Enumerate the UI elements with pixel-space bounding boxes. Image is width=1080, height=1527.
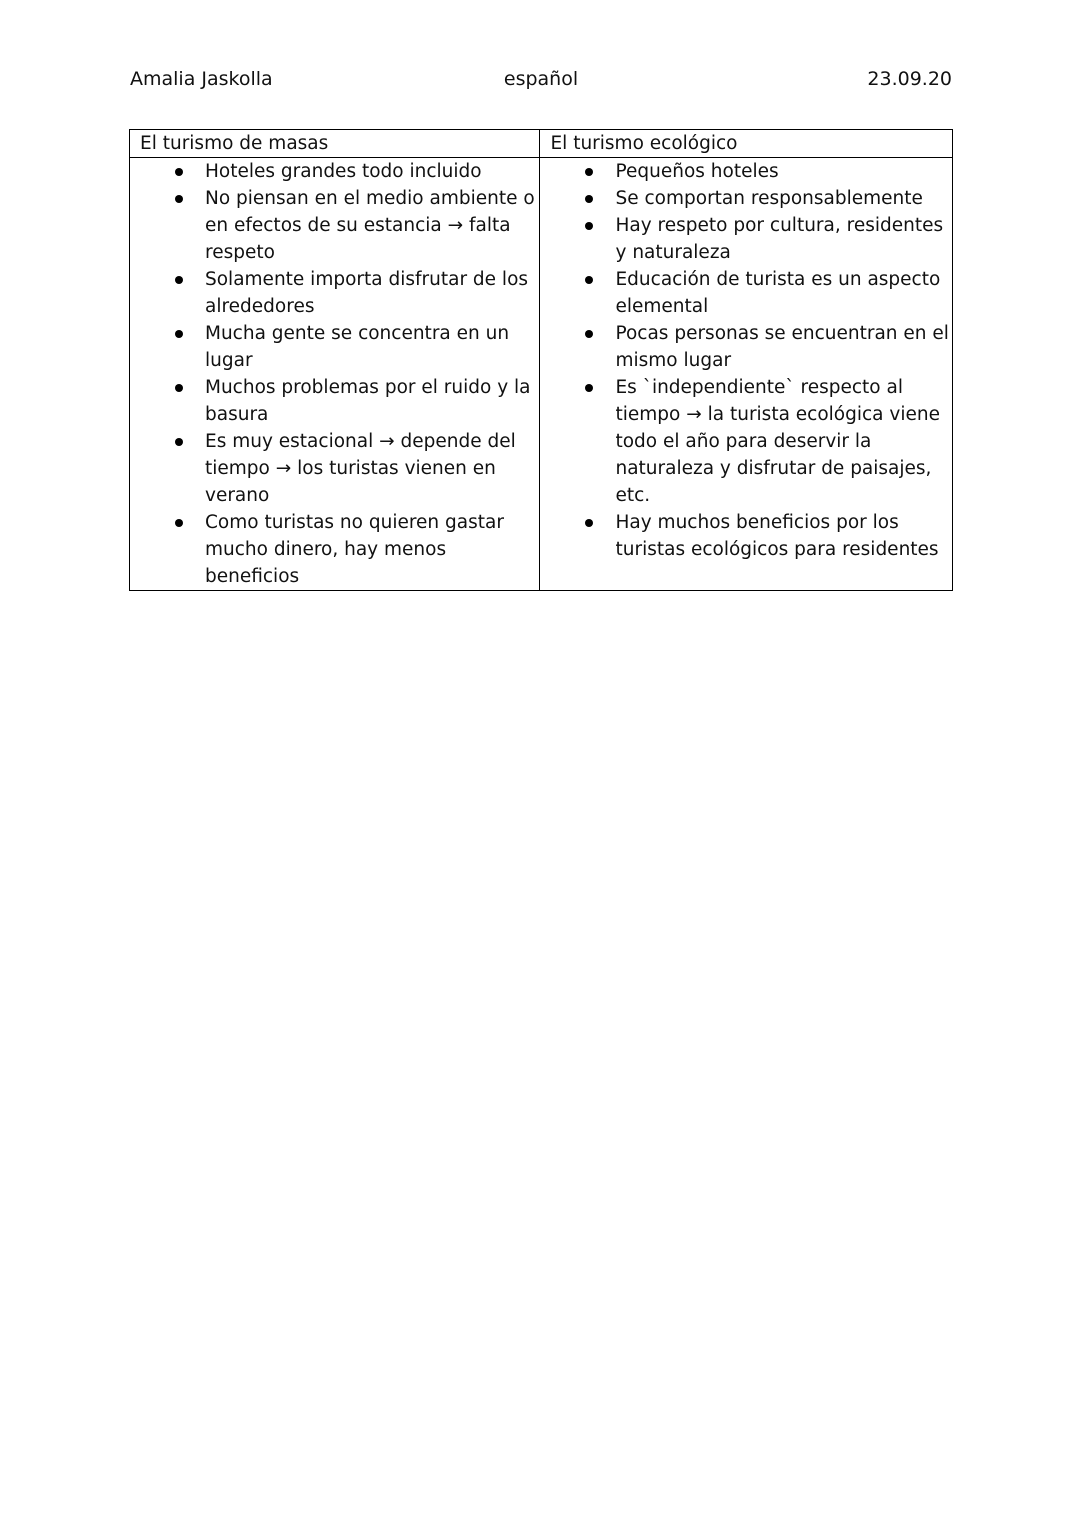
list-item <box>205 428 539 509</box>
bullet-icon <box>585 519 593 527</box>
list-item <box>615 374 952 509</box>
eco-tourism-cell <box>540 158 953 591</box>
list-item-text: Mucha gente se concentra en un lugar <box>205 323 510 371</box>
bullet-icon <box>175 168 183 176</box>
list-item-text: Es `independiente` respecto al tiempo → la turista ecológica viene todo el año para deservir la naturaleza y disfrutar de paisajes, etc. <box>615 377 940 506</box>
list-item <box>205 158 539 185</box>
list-item-text: Solamente importa disfrutar de los alrededores <box>205 269 529 317</box>
list-item <box>205 374 539 428</box>
list-item-text: Muchos problemas por el ruido y la basura <box>205 377 531 425</box>
bullet-icon <box>175 438 183 446</box>
list-item-text: Hay respeto por cultura, residentes y naturaleza <box>615 215 944 263</box>
column-header-mass-tourism: El turismo de masas <box>130 130 540 158</box>
comparison-table <box>129 129 953 591</box>
list-item-text: Como turistas no quieren gastar mucho dinero, hay menos beneficios <box>205 512 504 587</box>
mass-tourism-cell <box>130 158 540 591</box>
list-item <box>615 320 952 374</box>
bullet-icon <box>175 276 183 284</box>
column-header-eco-tourism: El turismo ecológico <box>540 130 953 158</box>
list-item-text: Educación de turista es un aspecto elemental <box>615 269 941 317</box>
list-item-text: No piensan en el medio ambiente o en efectos de su estancia → falta respeto <box>205 188 535 263</box>
list-item <box>615 509 952 563</box>
list-item-text: Es muy estacional → depende del tiempo → los turistas vienen en verano <box>205 431 516 506</box>
list-item-text: Hay muchos beneficios por los turistas ecológicos para residentes <box>615 512 939 560</box>
subject-title: español <box>503 68 579 90</box>
bullet-icon <box>175 195 183 203</box>
list-item <box>205 185 539 266</box>
table-body-row <box>130 158 953 591</box>
list-item <box>205 320 539 374</box>
list-item <box>205 509 539 590</box>
list-item <box>615 158 952 185</box>
list-item-text: Pocas personas se encuentran en el mismo lugar <box>615 323 949 371</box>
list-item <box>205 266 539 320</box>
list-item <box>615 266 952 320</box>
list-item <box>615 185 952 212</box>
author-name: Amalia Jaskolla <box>130 68 273 90</box>
bullet-icon <box>585 384 593 392</box>
mass-tourism-list <box>130 158 539 590</box>
list-item <box>615 212 952 266</box>
bullet-icon <box>175 330 183 338</box>
table-header-row <box>130 130 953 158</box>
bullet-icon <box>585 195 593 203</box>
list-item-text: Pequeños hoteles <box>615 161 779 182</box>
eco-tourism-list <box>540 158 952 563</box>
document-date: 23.09.20 <box>867 68 952 90</box>
bullet-icon <box>585 222 593 230</box>
bullet-icon <box>585 168 593 176</box>
list-item-text: Hoteles grandes todo incluido <box>205 161 482 182</box>
bullet-icon <box>175 384 183 392</box>
bullet-icon <box>585 276 593 284</box>
page-header <box>130 66 952 92</box>
bullet-icon <box>585 330 593 338</box>
list-item-text: Se comportan responsablemente <box>615 188 923 209</box>
bullet-icon <box>175 519 183 527</box>
